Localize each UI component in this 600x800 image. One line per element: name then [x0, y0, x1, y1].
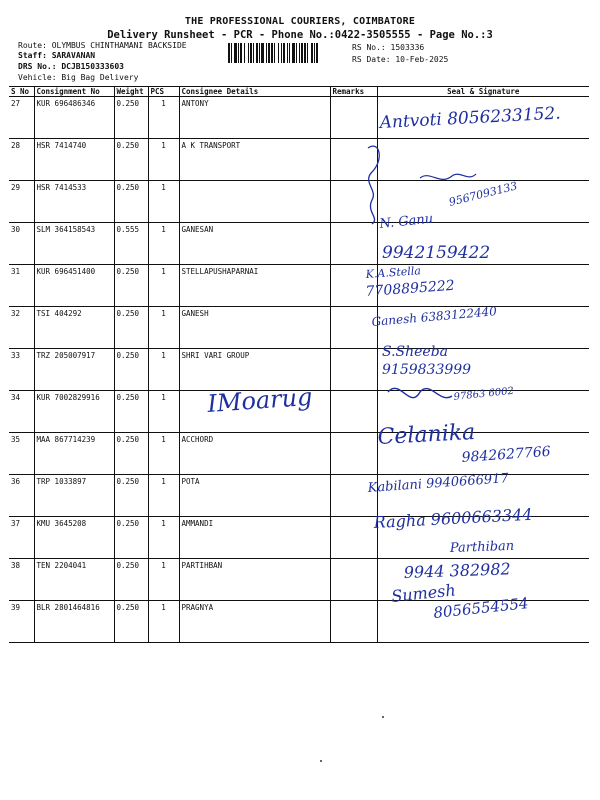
sig-row33-name: S.Sheeba [382, 344, 449, 360]
cell-remarks [330, 265, 377, 307]
cell-sno: 31 [9, 265, 34, 307]
cell-consignment: HSR 7414740 [34, 139, 114, 181]
cell-sno: 36 [9, 475, 34, 517]
cell-signature [377, 265, 589, 307]
cell-pcs: 1 [148, 139, 179, 181]
col-consignee: Consignee Details [179, 87, 330, 97]
cell-consignment: TRP 1033897 [34, 475, 114, 517]
vehicle-label: Vehicle: Big Bag Delivery [18, 73, 139, 82]
cell-sno: 28 [9, 139, 34, 181]
sig-row34-right: 97863 6002 [453, 385, 515, 403]
cell-weight: 0.250 [114, 601, 148, 643]
cell-sno: 34 [9, 391, 34, 433]
cell-pcs: 1 [148, 307, 179, 349]
cell-weight: 0.250 [114, 349, 148, 391]
cell-pcs: 1 [148, 181, 179, 223]
cell-sno: 35 [9, 433, 34, 475]
table-row [9, 265, 589, 307]
cell-signature [377, 433, 589, 475]
stray-mark [382, 716, 384, 718]
cell-weight: 0.250 [114, 97, 148, 139]
col-signature: Seal & Signature [377, 87, 589, 97]
col-remarks: Remarks [330, 87, 377, 97]
cell-weight: 0.250 [114, 265, 148, 307]
cell-pcs: 1 [148, 265, 179, 307]
cell-pcs: 1 [148, 517, 179, 559]
cell-remarks [330, 559, 377, 601]
table-row [9, 223, 589, 265]
col-consignment: Consignment No [34, 87, 114, 97]
cell-sno: 37 [9, 517, 34, 559]
sig-row30-phone: 9942159422 [382, 243, 491, 263]
cell-remarks [330, 307, 377, 349]
sig-row33-phone: 9159833999 [382, 362, 472, 378]
cell-consignment: TEN 2204041 [34, 559, 114, 601]
sig-row36: Kabilani 9940666917 [367, 471, 510, 496]
cell-consignment: KUR 696486346 [34, 97, 114, 139]
cell-remarks [330, 433, 377, 475]
cell-consignee: AMMANDI [179, 517, 330, 559]
cell-pcs: 1 [148, 559, 179, 601]
cell-signature [377, 139, 589, 181]
cell-weight: 0.555 [114, 223, 148, 265]
staff-label: Staff: [18, 51, 47, 60]
cell-remarks [330, 475, 377, 517]
cell-signature [377, 223, 589, 265]
sig-row35-phone: 9842627766 [461, 443, 552, 466]
sig-row34-center: IMoarug [206, 382, 314, 418]
sig-row38-name: Parthiban [449, 538, 515, 556]
cell-pcs: 1 [148, 391, 179, 433]
stray-mark [320, 760, 322, 762]
cell-pcs: 1 [148, 601, 179, 643]
runsheet-title: Delivery Runsheet - PCR - Phone No.:0422-3505555 - Page No.:3 [107, 29, 493, 41]
cell-consignment: TRZ 205007917 [34, 349, 114, 391]
table-row [9, 475, 589, 517]
cell-consignee: SHRI VARI GROUP [179, 349, 330, 391]
cell-consignee [179, 391, 330, 433]
cell-sno: 30 [9, 223, 34, 265]
sig-row31-phone: 7708895222 [365, 277, 456, 300]
cell-remarks [330, 181, 377, 223]
cell-consignee: ANTONY [179, 97, 330, 139]
rs-number: RS No.: 1503336 [352, 43, 425, 52]
cell-remarks [330, 97, 377, 139]
cell-signature [377, 475, 589, 517]
cell-signature [377, 601, 589, 643]
sig-row32: Ganesh 6383122440 [371, 304, 498, 329]
cell-consignee: STELLAPUSHAPARNAI [179, 265, 330, 307]
table-row [9, 559, 589, 601]
cell-weight: 0.250 [114, 475, 148, 517]
rs-date: RS Date: 10-Feb-2025 [352, 55, 449, 64]
cell-remarks [330, 517, 377, 559]
cell-consignment: HSR 7414533 [34, 181, 114, 223]
cell-signature [377, 391, 589, 433]
cell-consignee: POTA [179, 475, 330, 517]
sig-row27: Antvoti 8056233152. [379, 103, 562, 133]
cell-signature [377, 559, 589, 601]
table-row [9, 307, 589, 349]
table-header [9, 87, 589, 97]
sig-row39-phone: 8056554554 [432, 594, 530, 622]
route-label: Route: OLYMBUS CHINTHAMANI BACKSIDE [18, 41, 187, 50]
cell-consignment: KMU 3645208 [34, 517, 114, 559]
cell-consignment: KUR 7002829916 [34, 391, 114, 433]
cell-sno: 33 [9, 349, 34, 391]
cell-pcs: 1 [148, 349, 179, 391]
cell-consignment: TSI 404292 [34, 307, 114, 349]
cell-remarks [330, 391, 377, 433]
col-weight: Weight [114, 87, 148, 97]
cell-weight: 0.250 [114, 307, 148, 349]
cell-weight: 0.250 [114, 181, 148, 223]
cell-signature [377, 181, 589, 223]
cell-sno: 39 [9, 601, 34, 643]
sig-row38-phone: 9944 382982 [403, 559, 511, 582]
cell-sno: 29 [9, 181, 34, 223]
cell-consignee: PRAGNYA [179, 601, 330, 643]
table-row [9, 391, 589, 433]
cell-sno: 32 [9, 307, 34, 349]
cell-pcs: 1 [148, 433, 179, 475]
cell-consignee: ACCHORD [179, 433, 330, 475]
runsheet-table [9, 86, 589, 643]
table-row [9, 139, 589, 181]
table-row [9, 181, 589, 223]
cell-signature [377, 349, 589, 391]
cell-remarks [330, 349, 377, 391]
cell-consignee: PARTIHBAN [179, 559, 330, 601]
cell-consignee: GANESAN [179, 223, 330, 265]
sig-row30-name: N. Ganu [378, 211, 434, 232]
table-row [9, 601, 589, 643]
cell-consignee: A K TRANSPORT [179, 139, 330, 181]
cell-consignee [179, 181, 330, 223]
cell-weight: 0.250 [114, 517, 148, 559]
staff-line [18, 51, 95, 61]
cell-consignment: SLM 364158543 [34, 223, 114, 265]
cell-consignment: BLR 2801464816 [34, 601, 114, 643]
sig-row31-name: K.A.Stella [365, 264, 422, 281]
table-row [9, 97, 589, 139]
cell-signature [377, 97, 589, 139]
cell-weight: 0.250 [114, 391, 148, 433]
col-pcs: PCS [148, 87, 179, 97]
barcode [228, 43, 343, 63]
cell-pcs: 1 [148, 223, 179, 265]
company-name: THE PROFESSIONAL COURIERS, COIMBATORE [184, 16, 416, 27]
table-row [9, 517, 589, 559]
cell-consignment: KUR 696451400 [34, 265, 114, 307]
cell-weight: 0.250 [114, 559, 148, 601]
table-row [9, 433, 589, 475]
drs-number: DRS No.: DCJB150333603 [18, 62, 124, 71]
cell-pcs: 1 [148, 97, 179, 139]
col-sno: S No [9, 87, 34, 97]
cell-signature [377, 307, 589, 349]
cell-remarks [330, 139, 377, 181]
cell-consignee: GANESH [179, 307, 330, 349]
cell-consignment: MAA 867714239 [34, 433, 114, 475]
cell-sno: 27 [9, 97, 34, 139]
cell-weight: 0.250 [114, 139, 148, 181]
cell-sno: 38 [9, 559, 34, 601]
cell-remarks [330, 601, 377, 643]
cell-weight: 0.250 [114, 433, 148, 475]
sig-row39-name: Sumesh [390, 580, 457, 606]
sig-row35-name: Celanika [377, 419, 476, 450]
table-row [9, 349, 589, 391]
sig-row29-phone: 9567093133 [447, 179, 519, 209]
cell-signature [377, 517, 589, 559]
staff-name: SARAVANAN [51, 51, 96, 60]
sig-row37: Ragha 9600663344 [373, 504, 533, 532]
cell-pcs: 1 [148, 475, 179, 517]
cell-remarks [330, 223, 377, 265]
